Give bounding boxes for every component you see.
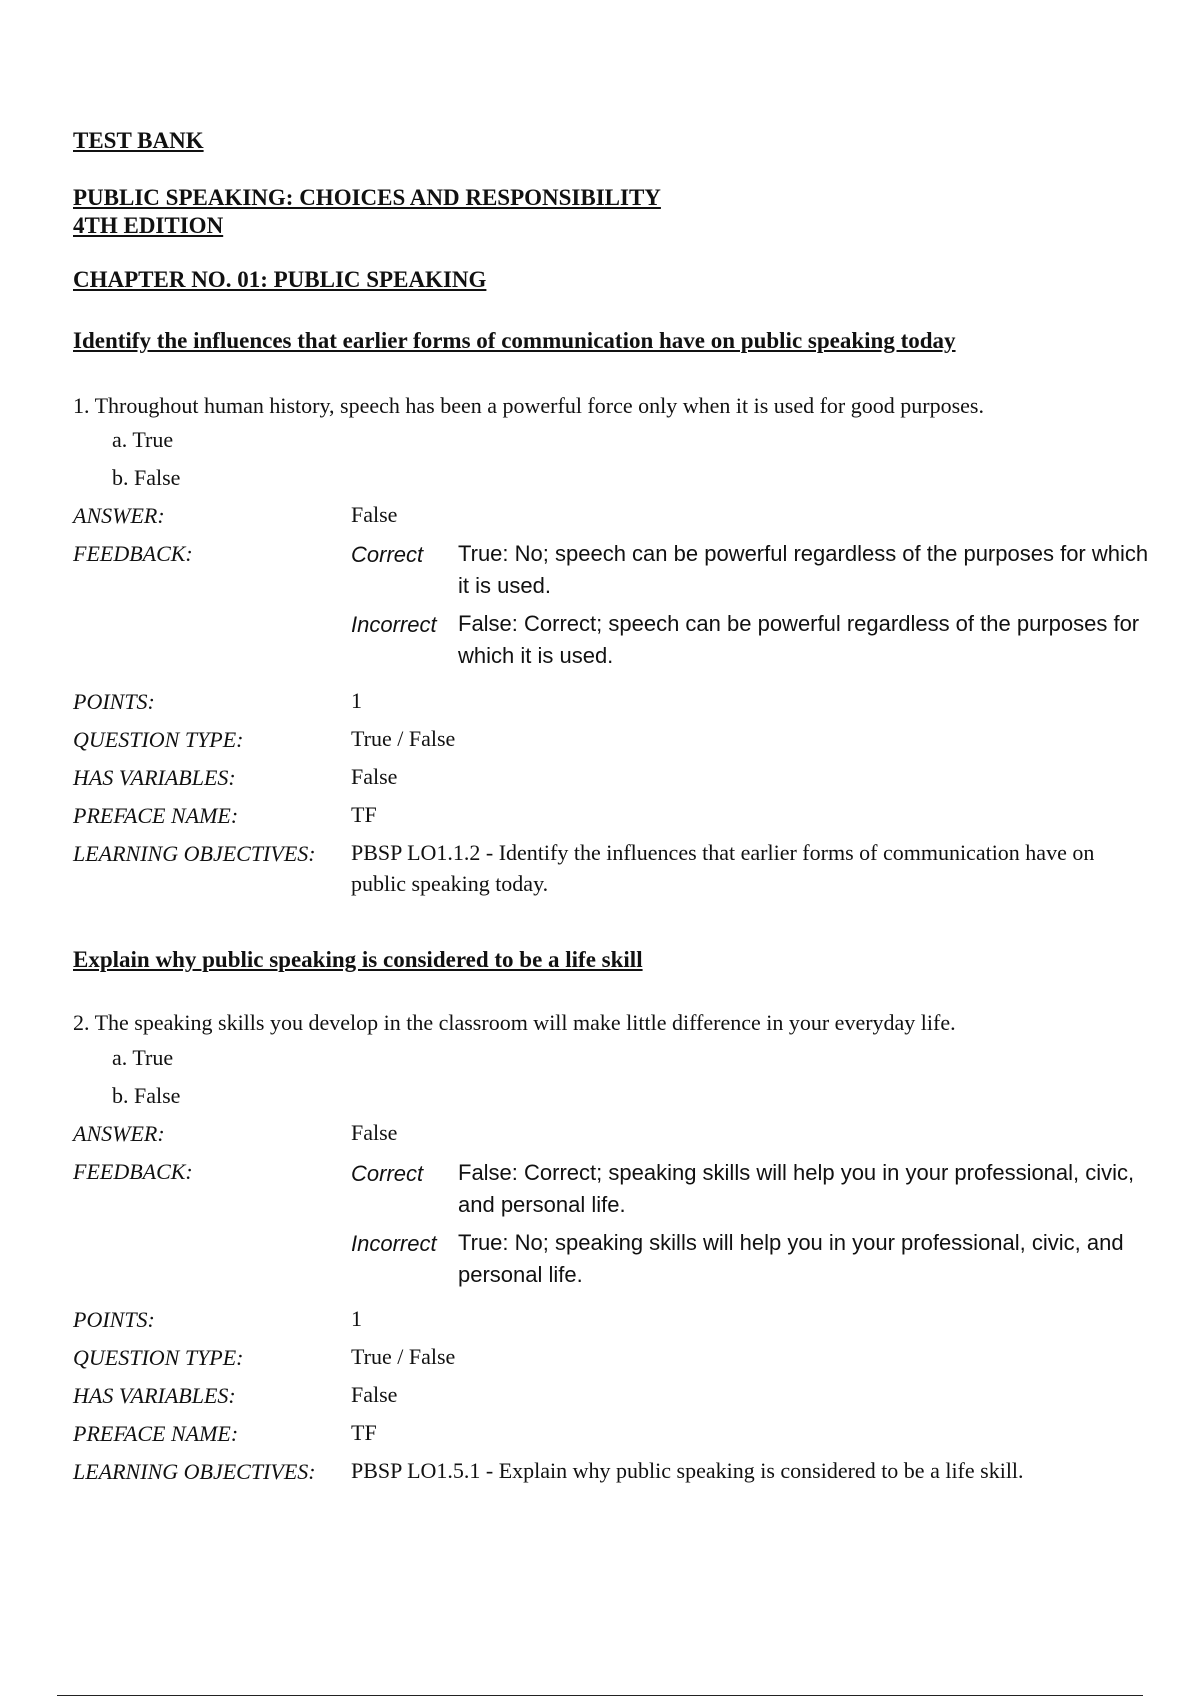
feedback-incorrect-text: False: Correct; speech can be powerful regardless of the purposes for which it is used.: [458, 611, 1140, 668]
points-label: POINTS:: [73, 689, 155, 714]
learning-objectives-value: PBSP LO1.1.2 - Identify the influences that earlier forms of communication have on public speaking today.: [351, 840, 1095, 896]
question-type-label: QUESTION TYPE:: [73, 727, 244, 752]
preface-name-label: PREFACE NAME:: [73, 1421, 239, 1446]
has-variables-label: HAS VARIABLES:: [73, 765, 236, 790]
feedback-label: FEEDBACK:: [73, 1159, 193, 1184]
section-heading: Identify the influences that earlier forms of communication have on public speaking today: [73, 328, 956, 353]
feedback-incorrect-label: Incorrect: [351, 612, 437, 637]
points-value: 1: [351, 688, 362, 713]
feedback-correct-text: True: No; speech can be powerful regardless of the purposes for which it is used.: [458, 541, 1149, 598]
has-variables-value: False: [351, 764, 398, 789]
question-text: 2. The speaking skills you develop in the classroom will make little difference in your everyday life.: [73, 1010, 956, 1035]
learning-objectives-label: LEARNING OBJECTIVES:: [73, 1459, 316, 1484]
answer-value: False: [351, 502, 398, 527]
answer-value: False: [351, 1120, 398, 1145]
feedback-correct-label: Correct: [351, 1161, 424, 1186]
question-type-value: True / False: [351, 1344, 456, 1369]
answer-label: ANSWER:: [73, 1121, 165, 1146]
book-title: PUBLIC SPEAKING: CHOICES AND RESPONSIBILITY: [73, 185, 661, 210]
points-value: 1: [351, 1306, 362, 1331]
test-bank-title: TEST BANK: [73, 128, 204, 153]
question-type-label: QUESTION TYPE:: [73, 1345, 244, 1370]
question-type-value: True / False: [351, 726, 456, 751]
preface-name-label: PREFACE NAME:: [73, 803, 239, 828]
learning-objectives-value: PBSP LO1.5.1 - Explain why public speaking is considered to be a life skill.: [351, 1458, 1024, 1483]
footer-divider: [57, 1695, 1143, 1696]
feedback-correct-label: Correct: [351, 542, 424, 567]
edition-label: 4TH EDITION: [73, 213, 224, 238]
has-variables-value: False: [351, 1382, 398, 1407]
answer-label: ANSWER:: [73, 503, 165, 528]
option-a: a. True: [112, 427, 174, 452]
preface-name-value: TF: [351, 1420, 377, 1445]
question-text: 1. Throughout human history, speech has been a powerful force only when it is used for good purposes.: [73, 393, 984, 418]
option-b: b. False: [112, 465, 181, 490]
feedback-label: FEEDBACK:: [73, 541, 193, 566]
option-a: a. True: [112, 1045, 174, 1070]
feedback-correct-text: False: Correct; speaking skills will help you in your professional, civic, and personal life.: [458, 1160, 1135, 1217]
chapter-title: CHAPTER NO. 01: PUBLIC SPEAKING: [73, 267, 487, 292]
option-b: b. False: [112, 1083, 181, 1108]
feedback-incorrect-text: True: No; speaking skills will help you in your professional, civic, and personal life.: [458, 1230, 1124, 1287]
feedback-incorrect-label: Incorrect: [351, 1231, 437, 1256]
has-variables-label: HAS VARIABLES:: [73, 1383, 236, 1408]
points-label: POINTS:: [73, 1307, 155, 1332]
preface-name-value: TF: [351, 802, 377, 827]
section-heading: Explain why public speaking is considered to be a life skill: [73, 947, 643, 972]
learning-objectives-label: LEARNING OBJECTIVES:: [73, 841, 316, 866]
